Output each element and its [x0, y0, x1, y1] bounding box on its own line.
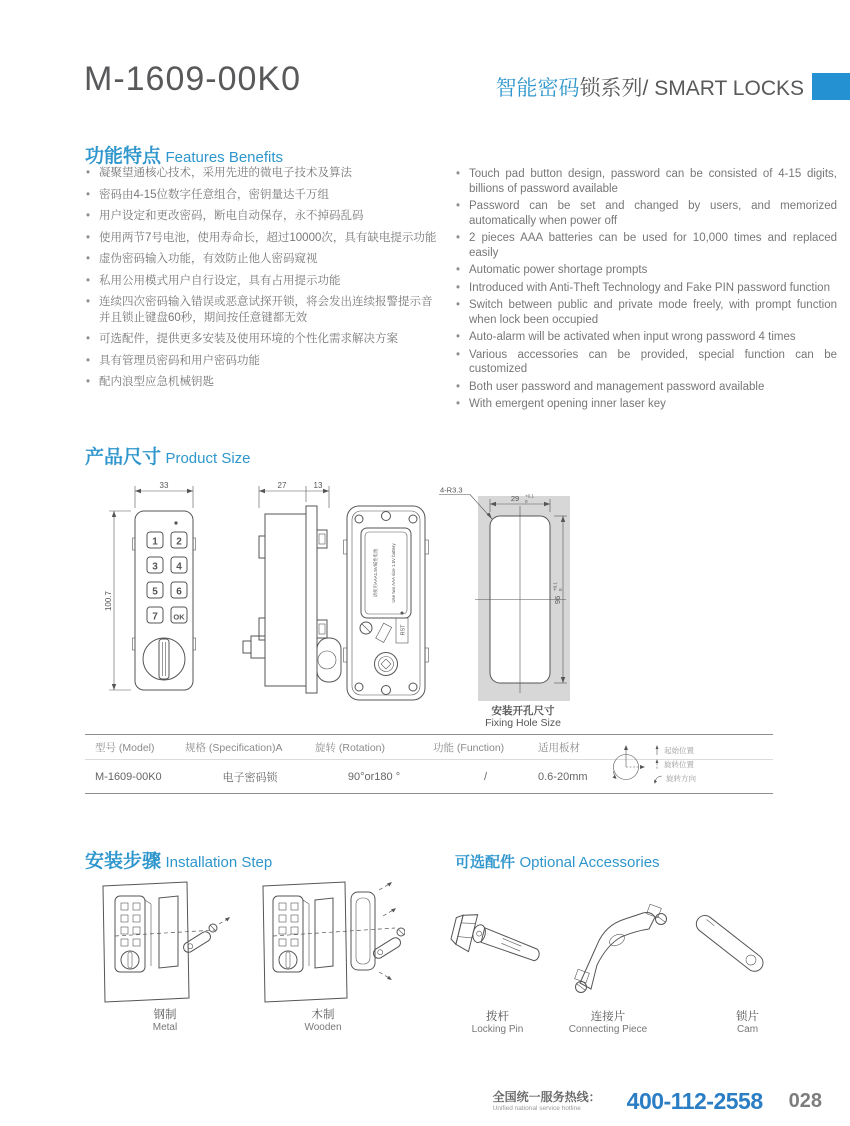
header-accent-box [812, 73, 850, 100]
hotline-label: 全国统一服务热线： Unified national service hotline [492, 1090, 601, 1112]
key-7: 7 [152, 611, 158, 623]
feature-item: • Automatic power shortage prompts [455, 263, 837, 278]
series-title-rest: 锁系列/ SMART LOCKS [579, 77, 804, 100]
cell-material: 0.6-20mm [538, 770, 588, 783]
feature-item: • 虚伪密码输入功能，有效防止他人密码窥视 [85, 252, 437, 268]
features-heading-en: Features Benefits [165, 149, 284, 166]
col-specification: 规格 (Specification)A [185, 741, 283, 754]
feature-item: • 2 pieces AAA batteries can be used for 10,000 times and replaced easily [455, 231, 837, 260]
feature-item: • 用户设定和更改密码，断电自动保存，永不掉码乱码 [85, 209, 437, 225]
key-3: 3 [152, 561, 158, 573]
rotation-legend [607, 740, 696, 788]
screw-post [647, 904, 667, 924]
key-6: 6 [176, 586, 182, 598]
feature-item: • Introduced with Anti-Theft Technology and Fake PIN password function [455, 281, 837, 296]
knob [143, 638, 185, 680]
spec-table [85, 734, 773, 794]
fixing-hole-label-cn: 安装开孔尺寸 [491, 705, 555, 717]
keypad [147, 532, 187, 623]
product-size-heading [85, 442, 251, 469]
hole-height-dim: 96 [553, 595, 562, 605]
page-footer [0, 1088, 822, 1115]
cell-model: M-1609-00K0 [95, 770, 162, 783]
led-indicator [174, 521, 177, 524]
feature-item: • 具有管理员密码和用户密码功能 [85, 354, 437, 370]
hole-width-dim: 29 [510, 494, 520, 503]
fixing-hole-drawing [439, 486, 570, 730]
installation-heading-en: Installation Step [165, 854, 273, 871]
installation-drawings [85, 876, 405, 1008]
side-depth-dim: 27 [277, 481, 287, 490]
accessories-drawings [445, 893, 785, 1011]
accessory-label-connecting-piece: 连接片 Connecting Piece [568, 1011, 648, 1036]
dashed-line-marker-icon [653, 759, 661, 770]
cell-rotation: 90°or180 ° [347, 770, 401, 783]
battery-note-cn: 请使用AAA1.5V碱性电池 [373, 548, 378, 598]
page-title: M-1609-00K0 [84, 60, 302, 98]
feature-item: • Both user password and management password available [455, 380, 837, 395]
mounting-frame-part [351, 892, 375, 970]
product-size-drawings [85, 478, 785, 730]
key-4: 4 [176, 561, 182, 573]
page-number: 028 [788, 1090, 822, 1112]
feature-item: • 可选配件，提供更多安装及使用环境的个性化需求解决方案 [85, 332, 437, 348]
feature-item: • With emergent opening inner laser key [455, 397, 837, 412]
front-height-dim: 100.7 [104, 590, 113, 612]
accessory-label-locking-pin: 拨杆 Locking Pin [471, 1011, 524, 1036]
accessories-heading-cn: 可选配件 [455, 854, 516, 871]
locking-pin-drawing [449, 910, 545, 968]
feature-item: • 私用公用模式用户自行设定，具有占用提示功能 [85, 274, 437, 290]
installation-metal-drawing [103, 882, 230, 1002]
feature-item: • Touch pad button design, password can be consisted of 4-15 digits, billions of password available [455, 167, 837, 196]
keyhole [375, 653, 398, 676]
col-model: 型号 (Model) [95, 741, 155, 754]
battery-cover [361, 528, 411, 618]
key-1: 1 [152, 536, 158, 548]
feature-item: • Switch between public and private mode freely, with prompt function when lock been occupied [455, 298, 837, 327]
cam-drawing [693, 912, 767, 975]
product-size-heading-en: Product Size [165, 450, 251, 467]
features-heading-cn: 功能特点 [85, 146, 162, 167]
accessory-label-cam: 锁片 Cam [736, 1011, 759, 1036]
feature-item: • Various accessories can be provided, special function can be customized [455, 348, 837, 377]
features-list-en [455, 167, 837, 415]
col-rotation: 旋转 (Rotation) [315, 741, 386, 754]
reset-label: RST [400, 624, 407, 636]
product-size-heading-cn: 产品尺寸 [85, 447, 162, 468]
screw-post [575, 969, 590, 992]
solid-line-marker-icon [653, 745, 661, 756]
features-heading [85, 141, 283, 168]
feature-item: • 使用两节7号电池，使用寿命长，超过10000次，具有缺电提示功能 [85, 231, 437, 247]
cell-function: / [483, 770, 488, 783]
side-view-drawing [243, 481, 341, 693]
legend-rotate-position: 旋转位置 [653, 759, 696, 770]
feature-item: • Auto-alarm will be activated when input wrong password 4 times [455, 330, 837, 345]
installation-heading [85, 846, 272, 873]
fixing-hole-label-en: Fixing Hole Size [485, 717, 561, 729]
hole-height-tol-up: +0.1 [552, 582, 558, 591]
hole-width-tol-dn: 0 [525, 499, 528, 504]
accessories-heading-en: Optional Accessories [519, 854, 660, 871]
installation-label-wooden: 木制 Wooden [304, 1009, 342, 1034]
side-front-dim: 13 [313, 481, 323, 490]
key-2: 2 [176, 536, 182, 548]
series-title-cn: 智能密码 [495, 77, 580, 100]
feature-item: • 配内浪型应急机械钥匙 [85, 375, 437, 391]
feature-item: • 凝聚望通核心技术，采用先进的微电子技术及算法 [85, 166, 437, 182]
col-material: 适用板材 [538, 741, 580, 754]
cell-specification: 电子密码锁 [222, 771, 278, 784]
front-view-drawing [104, 481, 196, 690]
feature-item: • 密码由4-15位数字任意组合，密钥量达千万组 [85, 188, 437, 204]
hole-width-tol-up: +0.1 [525, 493, 534, 499]
cam-part [372, 936, 403, 960]
series-title [496, 72, 804, 102]
curved-arrow-marker-icon [653, 773, 663, 784]
cam-part [182, 930, 213, 954]
back-view-drawing [344, 506, 429, 700]
hole-height-tol-dn: 0 [558, 588, 563, 591]
installation-wooden-drawing [263, 882, 405, 1002]
installation-heading-cn: 安装步骤 [85, 851, 162, 872]
connecting-piece-drawing [575, 904, 667, 992]
legend-rotate-direction: 旋转方向 [653, 773, 696, 784]
col-function: 功能 (Function) [433, 741, 505, 754]
key-ok: OK [173, 612, 185, 622]
features-list-cn [85, 166, 437, 397]
battery-note-en: Use two AAA size 1.5V battery [391, 543, 396, 603]
feature-item: • 连续四次密码输入错误或恶意试探开锁，将会发出连续报警提示音并且锁止键盘60秒，期间按任意键都无效 [85, 295, 437, 326]
key-5: 5 [152, 586, 158, 598]
hole-radius-note: 4-R3.3 [440, 485, 463, 495]
rotation-diagram-icon [607, 740, 649, 788]
front-width-dim: 33 [159, 481, 169, 490]
legend-start-position: 起始位置 [653, 745, 696, 756]
accessories-heading [455, 851, 660, 872]
installation-label-metal: 钢制 Metal [152, 1009, 178, 1034]
hotline-number: 400-112-2558 [626, 1088, 763, 1114]
feature-item: • Password can be set and changed by users, and memorized automatically when power off [455, 199, 837, 228]
